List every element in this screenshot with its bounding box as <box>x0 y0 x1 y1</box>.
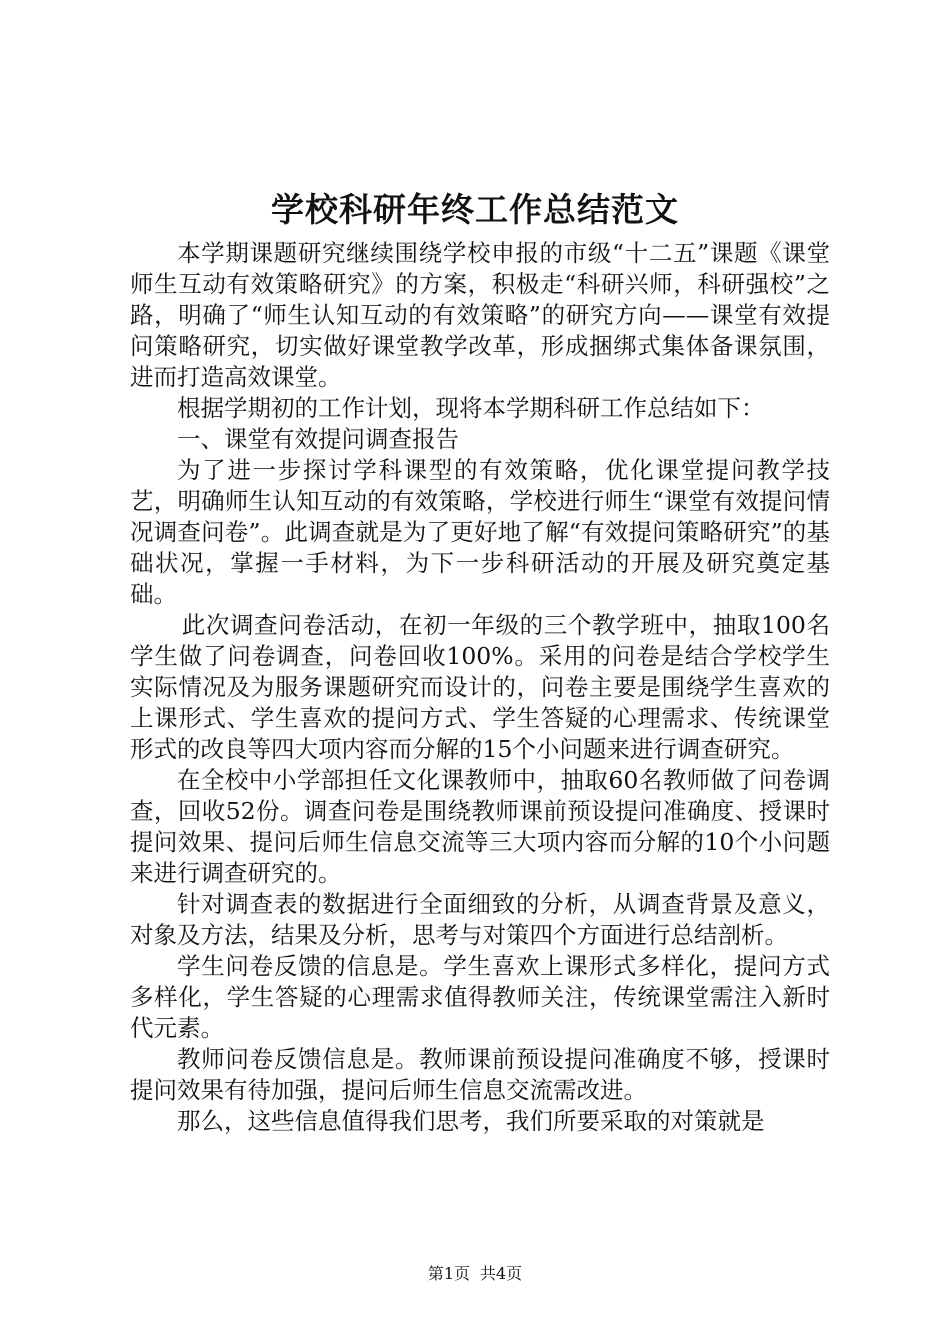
page-number: 第1页 <box>427 1264 470 1283</box>
paragraph-student-feedback: 学生问卷反馈的信息是。学生喜欢上课形式多样化，提问方式多样化，学生答疑的心理需求值得教师关注，传统课堂需注入新时代元素。 <box>130 952 830 1042</box>
paragraph-plan: 根据学期初的工作计划，现将本学期科研工作总结如下： <box>177 394 765 422</box>
paragraph-analysis: 针对调查表的数据进行全面细致的分析，从调查背景及意义，对象及方法，结果及分析，思考与对策四个方面进行总结剖析。 <box>130 890 830 949</box>
document-body <box>130 238 830 1137</box>
paragraph-intro: 本学期课题研究继续围绕学校申报的市级“十二五”课题《课堂师生互动有效策略研究》的方案，积极走“科研兴师，科研强校”之路，明确了“师生认知互动的有效策略”的研究方向——课堂有效提问策略研究，切实做好课堂教学改革，形成捆绑式集体备课氛围，进而打造高效课堂。 <box>130 239 830 391</box>
paragraph-student-survey: 此次调查问卷活动，在初一年级的三个教学班中，抽取100名学生做了问卷调查，问卷回收100%。采用的问卷是结合学校学生实际情况及为服务课题研究而设计的，问卷主要是围绕学生喜欢的上课形式、学生喜欢的提问方式、学生答疑的心理需求、传统课堂形式的改良等四大项内容而分解的15个小问题来进行调查研究。 <box>130 611 830 763</box>
section-heading-1: 一、课堂有效提问调查报告 <box>177 425 459 453</box>
paragraph-teacher-feedback: 教师问卷反馈信息是。教师课前预设提问准确度不够，授课时提问效果有待加强，提问后师生信息交流需改进。 <box>130 1045 830 1104</box>
document-title: 学校科研年终工作总结范文 <box>271 190 679 229</box>
paragraph-teacher-survey: 在全校中小学部担任文化课教师中，抽取60名教师做了问卷调查，回收52份。调查问卷是围绕教师课前预设提问准确度、授课时提问效果、提问后师生信息交流等三大项内容而分解的10个小问题来进行调查研究的。 <box>130 766 830 887</box>
page-footer <box>0 1264 950 1284</box>
paragraph-countermeasures: 那么，这些信息值得我们思考，我们所要采取的对策就是 <box>177 1107 765 1135</box>
page-total: 共4页 <box>480 1264 523 1283</box>
paragraph-purpose: 为了进一步探讨学科课型的有效策略，优化课堂提问教学技艺，明确师生认知互动的有效策略，学校进行师生“课堂有效提问情况调查问卷”。此调查就是为了更好地了解“有效提问策略研究”的基础状况，掌握一手材料，为下一步科研活动的开展及研究奠定基础。 <box>130 456 830 608</box>
